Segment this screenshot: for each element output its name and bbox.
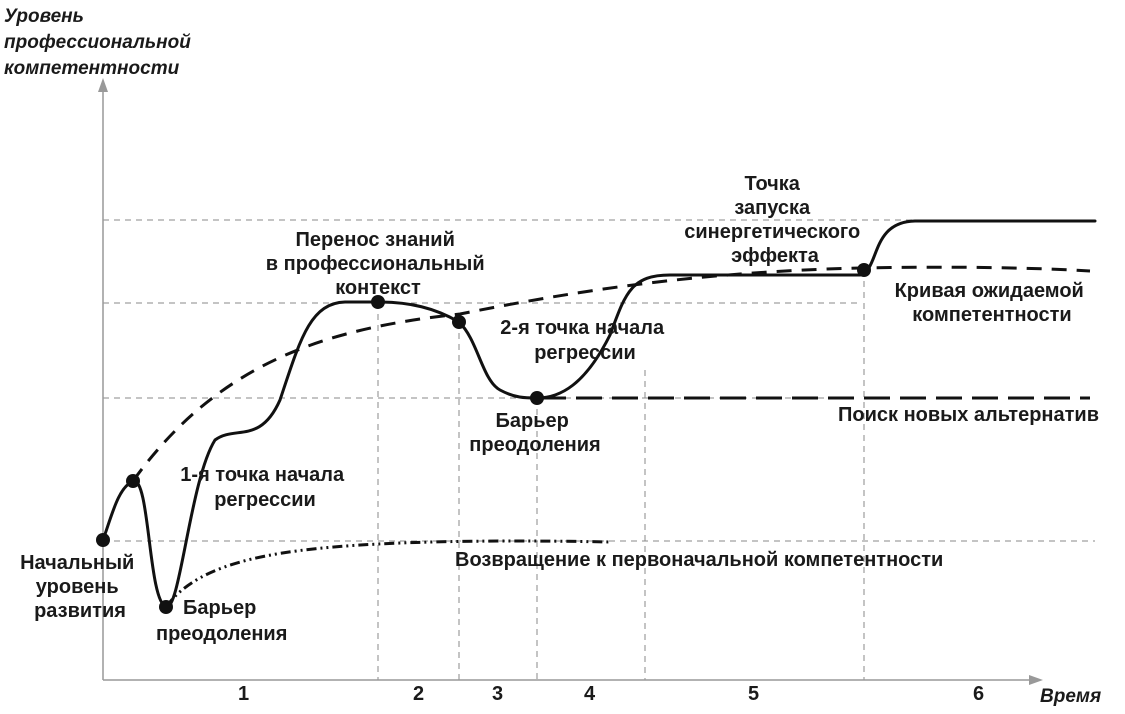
label-barrier-2: Барьер преодоления xyxy=(469,410,601,456)
y-axis-title: Уровень профессиональной компетентности xyxy=(4,6,191,79)
label-synergy-point: Точка запуска синергетического эффекта xyxy=(684,173,861,267)
label-alternatives: Поиск новых альтернатив xyxy=(838,404,1100,426)
phase-label-3: 3 xyxy=(492,683,504,705)
label-return: Возвращение к первоначальной компетентности xyxy=(455,549,944,571)
label-barrier-1: Барьер преодоления xyxy=(156,597,288,645)
point-regression-2 xyxy=(452,315,466,329)
x-axis-title: Время xyxy=(1040,686,1102,707)
label-regression-1: 1-я точка начала регрессии xyxy=(180,464,345,511)
label-expected-curve: Кривая ожидаемой компетентности xyxy=(894,280,1084,326)
phase-label-5: 5 xyxy=(748,683,760,705)
phase-label-1: 1 xyxy=(238,683,250,705)
label-regression-2: 2-я точка начала регрессии xyxy=(500,317,665,364)
phase-label-2: 2 xyxy=(413,683,425,705)
label-initial-level: Начальный уровень развития xyxy=(20,552,135,622)
y-axis-arrow xyxy=(98,78,108,92)
phase-label-4: 4 xyxy=(584,683,596,705)
point-barrier-1 xyxy=(159,600,173,614)
x-axis-arrow xyxy=(1029,675,1043,685)
point-barrier-2 xyxy=(530,391,544,405)
label-knowledge-transfer: Перенос знаний в профессиональный контекст xyxy=(265,229,485,299)
phase-label-6: 6 xyxy=(973,683,985,705)
point-synergy xyxy=(857,263,871,277)
point-regression-1 xyxy=(126,474,140,488)
point-initial xyxy=(96,533,110,547)
